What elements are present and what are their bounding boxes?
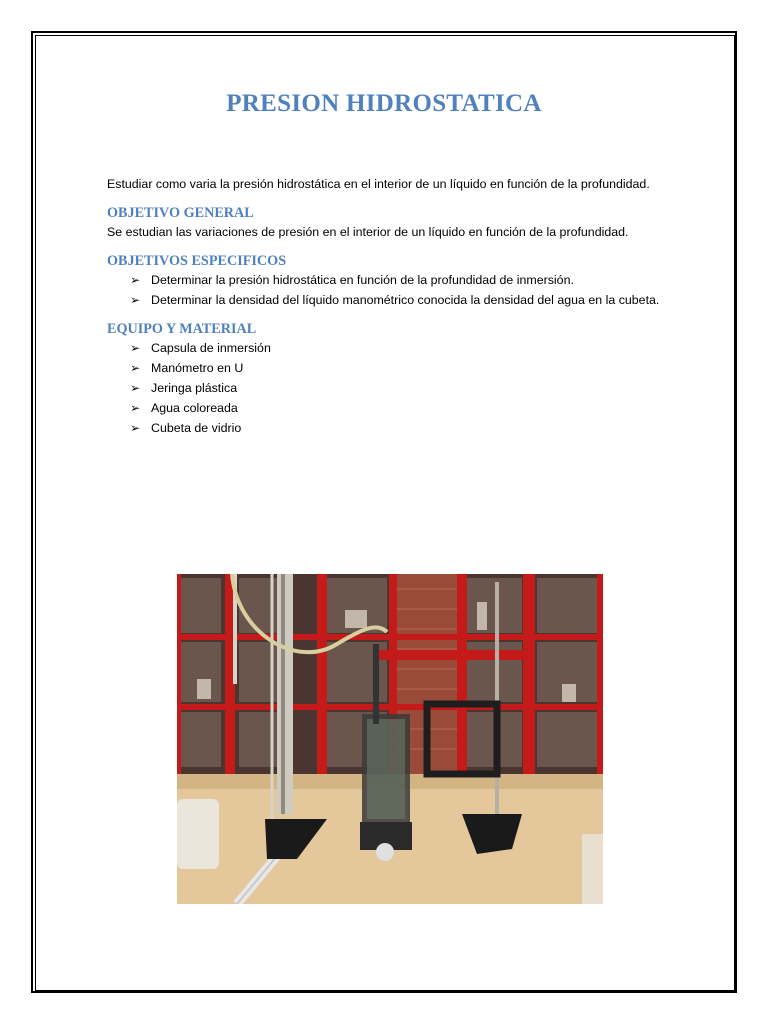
arrow-bullet-icon: ➢	[130, 381, 141, 395]
page-title: PRESION HIDROSTATICA	[226, 90, 542, 117]
heading-objetivo-general: OBJETIVO GENERAL	[107, 205, 254, 221]
list-item	[107, 338, 667, 358]
arrow-bullet-icon: ➢	[130, 401, 141, 415]
list-item-text: Manómetro en U	[151, 361, 244, 375]
heading-objetivos-especificos: OBJETIVOS ESPECIFICOS	[107, 253, 287, 269]
list-item-text: Determinar la presión hidrostática en función de la profundidad de inmersión.	[151, 273, 574, 287]
list-item-text: Determinar la densidad del líquido manométrico conocida la densidad del agua en la cubeta.	[151, 293, 660, 307]
list-item	[107, 398, 667, 418]
arrow-bullet-icon: ➢	[130, 293, 141, 307]
list-item	[107, 270, 667, 290]
list-item	[107, 290, 667, 310]
lab-equipment-photo	[177, 574, 603, 904]
objetivo-general-text: Se estudian las variaciones de presión en el interior de un líquido en función de la profundidad.	[107, 225, 629, 239]
heading-equipo-material: EQUIPO Y MATERIAL	[107, 321, 257, 337]
list-item-text: Jeringa plástica	[151, 381, 238, 395]
list-item	[107, 358, 667, 378]
document-body	[107, 174, 667, 448]
arrow-bullet-icon: ➢	[130, 361, 141, 375]
list-item	[107, 378, 667, 398]
list-item	[107, 418, 667, 438]
equipo-material-list	[107, 338, 667, 438]
arrow-bullet-icon: ➢	[130, 421, 141, 435]
intro-paragraph: Estudiar como varia la presión hidrostática en el interior de un líquido en función de la profundidad.	[107, 177, 650, 191]
list-item-text: Cubeta de vidrio	[151, 421, 242, 435]
arrow-bullet-icon: ➢	[130, 273, 141, 287]
objetivos-especificos-list	[107, 270, 667, 310]
list-item-text: Agua coloreada	[151, 401, 238, 415]
arrow-bullet-icon: ➢	[130, 341, 141, 355]
list-item-text: Capsula de inmersión	[151, 341, 271, 355]
